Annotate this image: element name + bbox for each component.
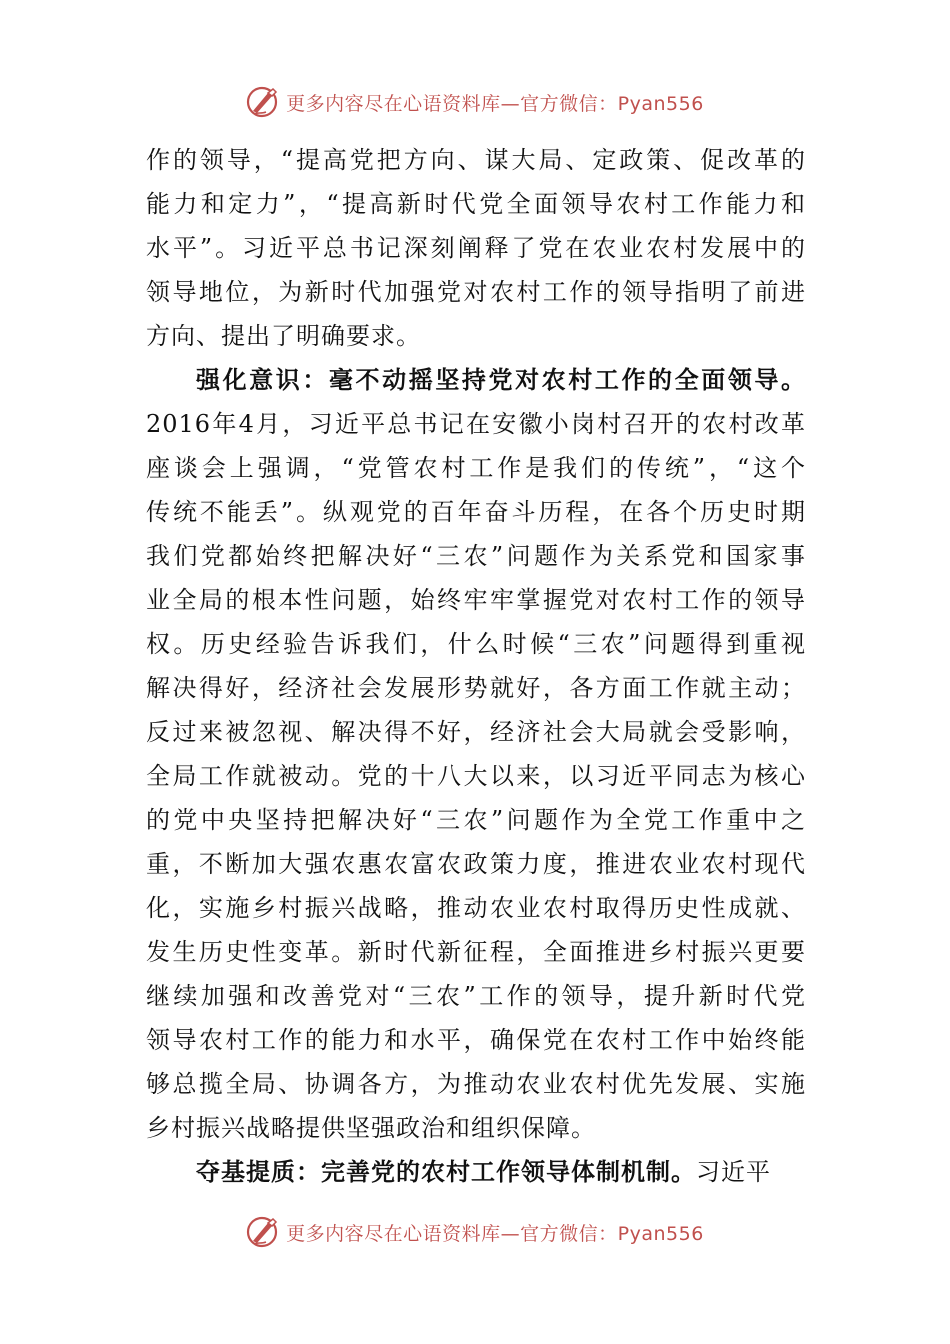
body-text: 习近平 [696,1158,771,1186]
section-heading: 夺基提质：完善党的农村工作领导体制机制。 [196,1157,696,1186]
body-line: 领导农村工作的能力和水平，确保党在农村工作中始终能 [146,1026,806,1054]
pen-logo-icon [246,85,280,119]
section-heading: 强化意识：毫不动摇坚持党对农村工作的全面领导。 [196,365,806,394]
body-line: 领导地位，为新时代加强党对农村工作的领导指明了前进 [146,278,806,306]
footer-banner [0,1212,950,1252]
body-line: 作的领导，“提高党把方向、谋大局、定政策、促改革的 [146,146,806,174]
header-banner-text: 更多内容尽在心语资料库—官方微信：Pyan556 [286,92,704,115]
body-line: 全局工作就被动。党的十八大以来，以习近平同志为核心 [146,762,806,790]
body-line: 乡村振兴战略提供坚强政治和组织保障。 [146,1114,596,1142]
header-banner [0,82,950,122]
body-line: 方向、提出了明确要求。 [146,322,421,350]
body-line: 化，实施乡村振兴战略，推动农业农村取得历史性成就、 [146,894,806,922]
body-line: 水平”。习近平总书记深刻阐释了党在农业农村发展中的 [146,234,806,262]
footer-banner-text: 更多内容尽在心语资料库—官方微信：Pyan556 [286,1222,704,1245]
body-line: 的党中央坚持把解决好“三农”问题作为全党工作重中之 [146,806,806,834]
body-line: 重，不断加大强农惠农富农政策力度，推进农业农村现代 [146,850,806,878]
body-line: 能力和定力”，“提高新时代党全面领导农村工作能力和 [146,190,806,218]
body-line: 权。历史经验告诉我们，什么时候“三农”问题得到重视 [146,630,806,658]
body-line: 传统不能丢”。纵观党的百年奋斗历程，在各个历史时期 [146,498,806,526]
pen-logo-icon [246,1215,280,1249]
body-line: 业全局的根本性问题，始终牢牢掌握党对农村工作的领导 [146,586,806,614]
body-line: 够总揽全局、协调各方，为推动农业农村优先发展、实施 [146,1070,806,1098]
body-line: 反过来被忽视、解决得不好，经济社会大局就会受影响， [146,718,806,746]
section-heading-line [146,1150,806,1194]
body-line: 2016年4月，习近平总书记在安徽小岗村召开的农村改革 [146,410,806,438]
body-line: 我们党都始终把解决好“三农”问题作为关系党和国家事 [146,542,806,570]
body-line: 座谈会上强调，“党管农村工作是我们的传统”，“这个 [146,454,806,482]
document-body [146,138,806,1194]
body-line: 继续加强和改善党对“三农”工作的领导，提升新时代党 [146,982,806,1010]
body-line: 发生历史性变革。新时代新征程，全面推进乡村振兴更要 [146,938,806,966]
body-line: 解决得好，经济社会发展形势就好，各方面工作就主动； [146,674,806,702]
